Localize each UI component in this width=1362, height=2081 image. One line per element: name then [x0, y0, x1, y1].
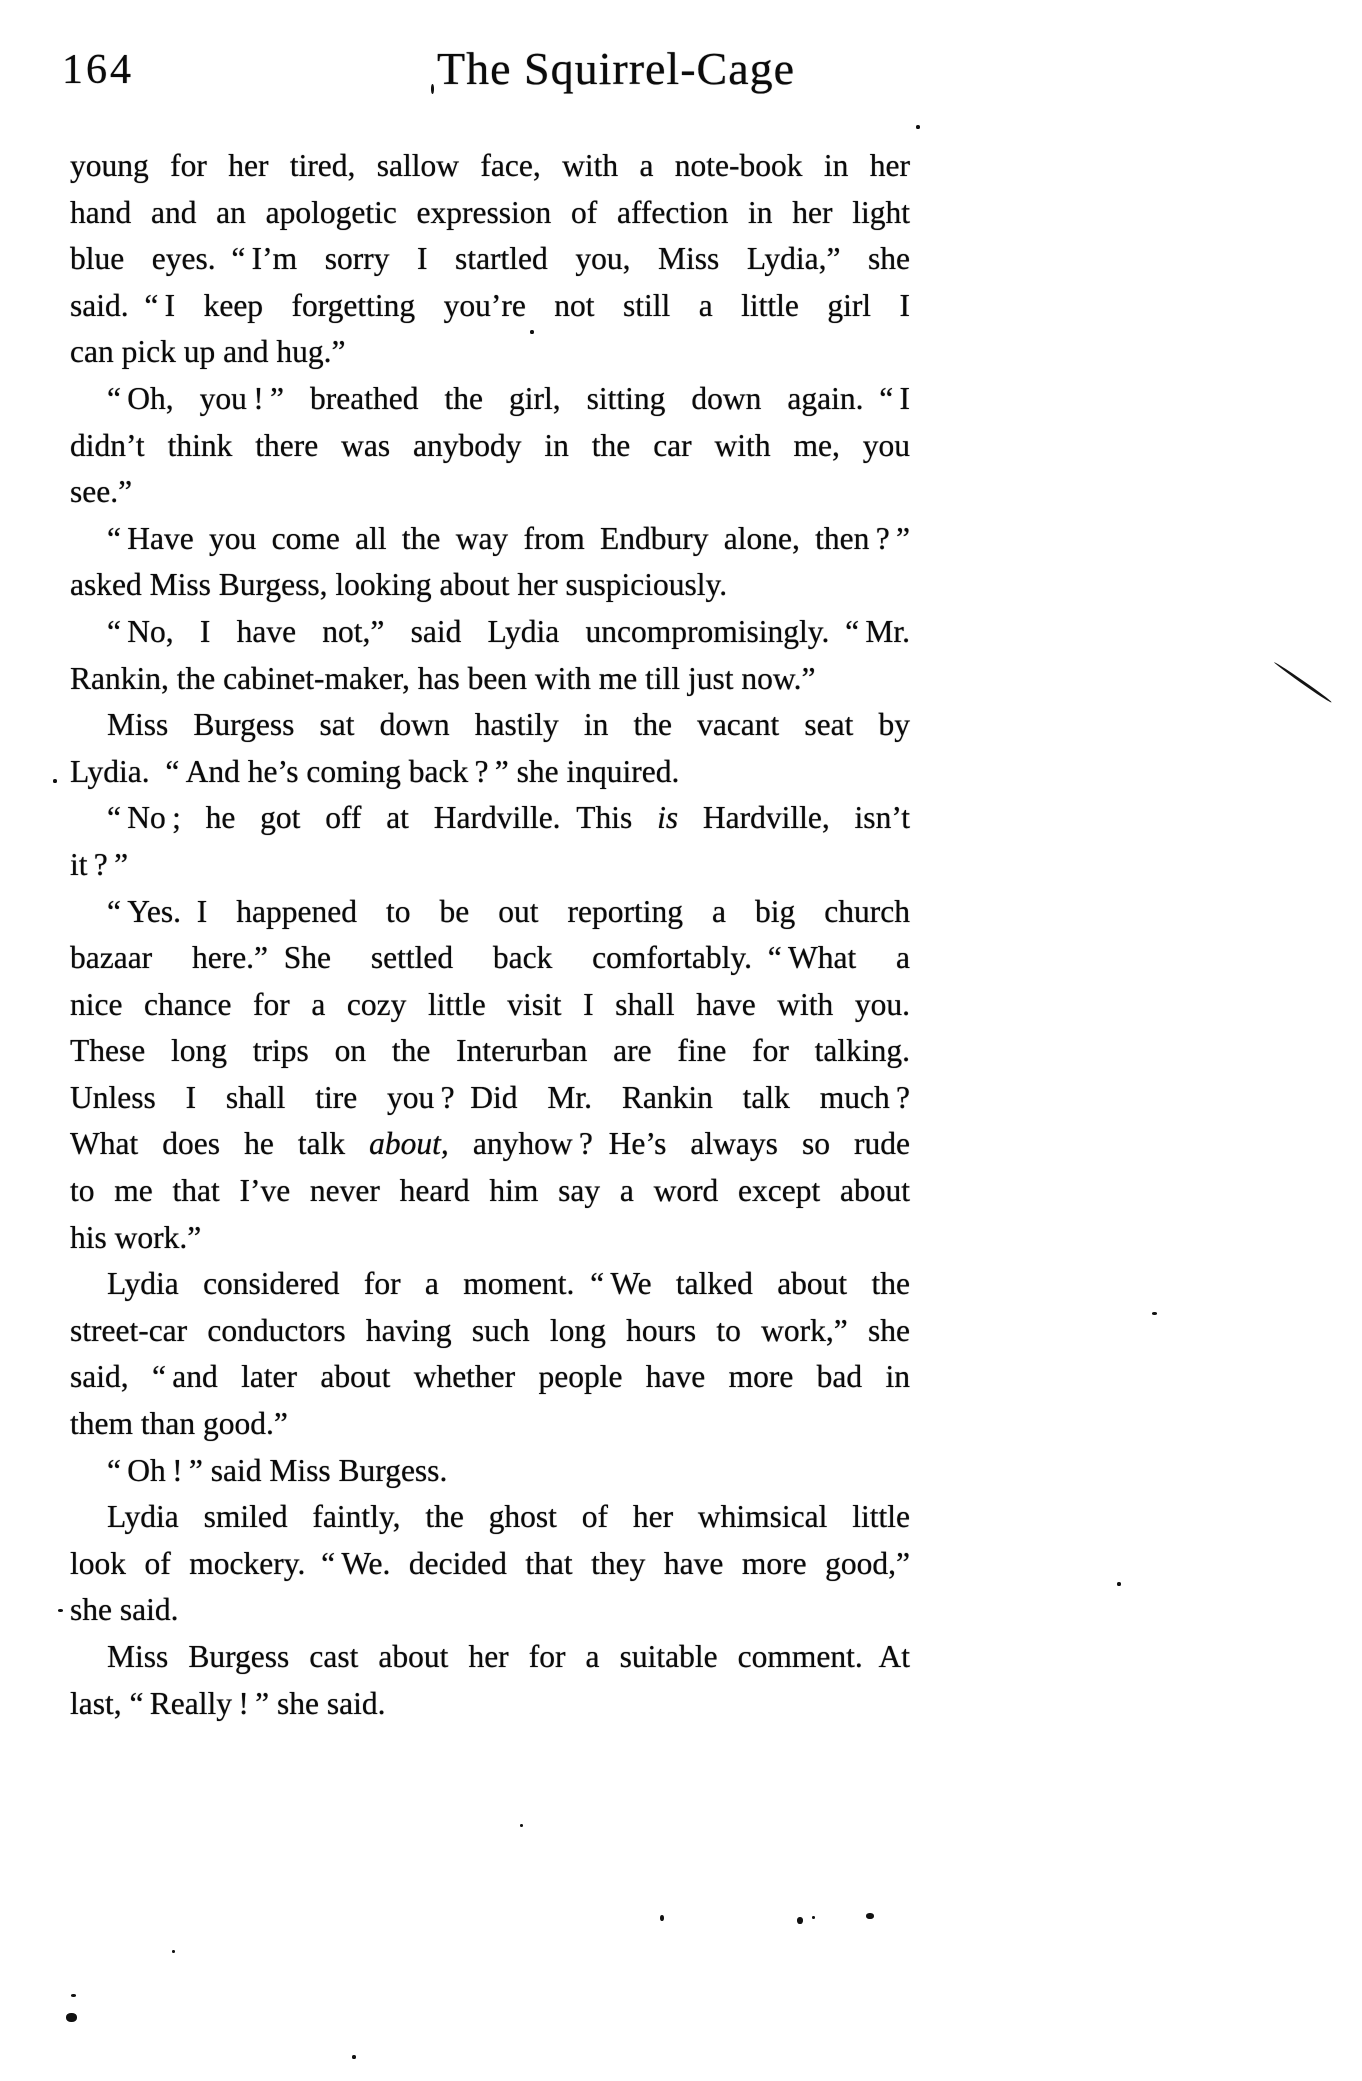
text-line: Lydia. “ And he’s coming back ? ” she inquired. — [70, 753, 680, 789]
body-text — [70, 143, 910, 1727]
page-title: The Squirrel-Cage — [437, 43, 796, 94]
ink-speck — [58, 1609, 63, 1612]
text-line: Miss Burgess cast about her for a suitable comment. At — [107, 1639, 910, 1674]
ink-speck — [530, 330, 534, 334]
ink-speck — [812, 1916, 815, 1919]
text-line: didn’t think there was anybody in the car with me, you — [70, 427, 910, 463]
text-line: “ Oh, you ! ” breathed the girl, sitting down again. “ I — [107, 380, 910, 416]
page-number: 164 — [62, 47, 134, 93]
text-line: “ Oh ! ” said Miss Burgess. — [107, 1452, 448, 1488]
text-line: Rankin, the cabinet-maker, has been with me till just now.” — [70, 660, 816, 696]
ink-speck — [916, 125, 920, 129]
text-line: “ Yes. I happened to be out reporting a big church — [107, 893, 910, 929]
text-line: These long trips on the Interurban are fine for talking. — [70, 1033, 910, 1069]
text-line: Lydia considered for a moment. “ We talked about the — [107, 1266, 910, 1302]
text-line: “ Have you come all the way from Endbury alone, then ? ” — [107, 520, 910, 556]
text-line: What does he talk about, anyhow ? He’s always so rude — [70, 1126, 910, 1162]
text-line: young for her tired, sallow face, with a note-book in her — [70, 148, 910, 183]
text-line: “ No, I have not,” said Lydia uncompromisingly. “ Mr. — [107, 613, 910, 649]
text-line: it ? ” — [70, 846, 129, 882]
text-line: to me that I’ve never heard him say a word except about — [70, 1173, 910, 1209]
text-line: said, “ and later about whether people have more bad in — [70, 1359, 910, 1395]
text-line: can pick up and hug.” — [70, 334, 346, 370]
ink-speck — [431, 84, 434, 94]
ink-speck — [172, 1950, 175, 1953]
text-line: see.” — [70, 474, 133, 510]
text-line: street-car conductors having such long hours to work,” she — [70, 1312, 910, 1348]
ink-speck — [352, 2055, 356, 2059]
text-line: last, “ Really ! ” she said. — [70, 1685, 386, 1721]
text-line: Unless I shall tire you ? Did Mr. Rankin talk much ? — [70, 1079, 910, 1115]
text-line: blue eyes. “ I’m sorry I startled you, Miss Lydia,” she — [70, 241, 910, 277]
ink-speck — [1117, 1582, 1121, 1586]
ink-speck — [866, 1913, 874, 1919]
text-line: “ No ; he got off at Hardville. This is Hardville, isn’t — [107, 800, 910, 836]
text-line: nice chance for a cozy little visit I shall have with you. — [70, 986, 910, 1022]
ink-speck — [797, 1917, 803, 1924]
text-line: his work.” — [70, 1219, 202, 1255]
text-line: bazaar here.” She settled back comfortably. “ What a — [70, 940, 910, 976]
text-line: asked Miss Burgess, looking about her suspiciously. — [70, 567, 728, 603]
ink-speck — [53, 779, 57, 783]
text-line: hand and an apologetic expression of affection in her light — [70, 194, 910, 230]
text-line: Lydia smiled faintly, the ghost of her whimsical little — [107, 1499, 910, 1535]
ink-speck — [1152, 1312, 1157, 1315]
ink-speck — [71, 1994, 76, 1997]
text-line: said. “ I keep forgetting you’re not still a little girl I — [70, 287, 910, 323]
text-line: them than good.” — [70, 1406, 288, 1442]
ink-speck — [66, 2013, 77, 2022]
text-line: look of mockery. “ We. decided that they have more good,” — [70, 1545, 910, 1581]
text-line: she said. — [70, 1592, 179, 1628]
text-line: Miss Burgess sat down hastily in the vacant seat by — [107, 707, 910, 743]
ink-speck — [660, 1915, 664, 1921]
ink-speck — [520, 1824, 523, 1827]
pen-stroke-mark — [1273, 661, 1332, 704]
